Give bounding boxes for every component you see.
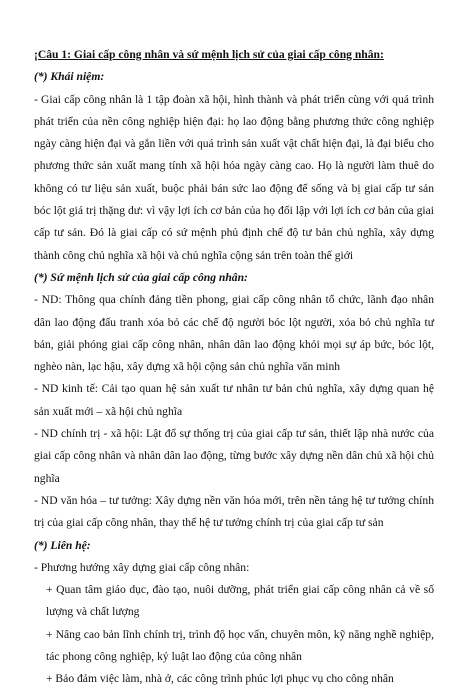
section-heading-mission: (*) Sứ mệnh lịch sử của giai cấp công nhân: <box>34 270 248 284</box>
mission-item: - ND kinh tế: Cải tạo quan hệ sản xuất tư nhân tư bản chủ nghĩa, xây dựng quan hệ sản xuất mới – xã hội chủ nghĩa <box>34 382 434 418</box>
relation-item: + Nâng cao bản lĩnh chính trị, trình độ học vấn, chuyên môn, kỹ năng nghề nghiệp, tác phong công nghiệp, kỷ luật lao động của công nhân <box>46 627 434 664</box>
relation-item: + Quan tâm giáo dục, đào tạo, nuôi dưỡng, phát triển giai cấp công nhân cả về số lượng và chất lượng <box>46 583 434 619</box>
section-heading-concept: (*) Khái niệm: <box>34 70 105 84</box>
section-heading-relation: (*) Liên hệ: <box>34 538 91 552</box>
concept-paragraph: - Giai cấp công nhân là 1 tập đoàn xã hội, hình thành và phát triển cùng với quá trình phát triển của nền công nghiệp hiện đại: họ lao động bằng phương thức công nghiệp ngày càng hiện đại và gắn liền với quá trình sản xuất vật chất hiện đại, là đại biểu cho phương thức sản xuất mang tính xã hội hóa ngày càng cao. Họ là người làm thuê do không có tư liệu sản xuất, buộc phải bán sức lao động để sống và bị giai cấp tư sản bóc lột giá trị thặng dư: vì vậy lợi ích cơ bản của họ đối lập với lợi ích cơ bản của giai cấp tư sản. Đó là giai cấp có sứ mệnh phủ định chế độ tư bản chủ nghĩa, xây dựng thành công chủ nghĩa xã hội và chủ nghĩa cộng sản trên toàn thế giới <box>34 92 434 262</box>
relation-item: + Bảo đảm việc làm, nhà ở, các công trình phúc lợi phục vụ cho công nhân <box>46 672 394 686</box>
mission-item: - ND văn hóa – tư tưởng: Xây dựng nền văn hóa mới, trên nền tảng hệ tư tưởng chính trị của giai cấp công nhân, thay thế hệ tư tưởng chính trị của giai cấp tư sản <box>34 493 434 530</box>
document-title: ¡Câu 1: Giai cấp công nhân và sứ mệnh lịch sử của giai cấp công nhân: <box>34 48 384 61</box>
mission-item: - ND: Thông qua chính đảng tiền phong, giai cấp công nhân tổ chức, lãnh đạo nhân dân lao động đấu tranh xóa bỏ các chế độ người bóc lột người, xóa bỏ chủ nghĩa tư bản, giải phóng giai cấp công nhân, nhân dân lao động khỏi mọi sự áp bức, bóc lột, nghèo nàn, lạc hậu, xây dựng xã hội cộng sản chủ nghĩa văn minh <box>34 293 434 374</box>
relation-intro: - Phương hướng xây dựng giai cấp công nhân: <box>34 560 250 574</box>
mission-item: - ND chính trị - xã hội: Lật đổ sự thống trị của giai cấp tư sản, thiết lập nhà nước của giai cấp công nhân và nhân dân lao động, từng bước xây dựng nền dân chủ xã hội chủ nghĩa <box>34 427 434 485</box>
